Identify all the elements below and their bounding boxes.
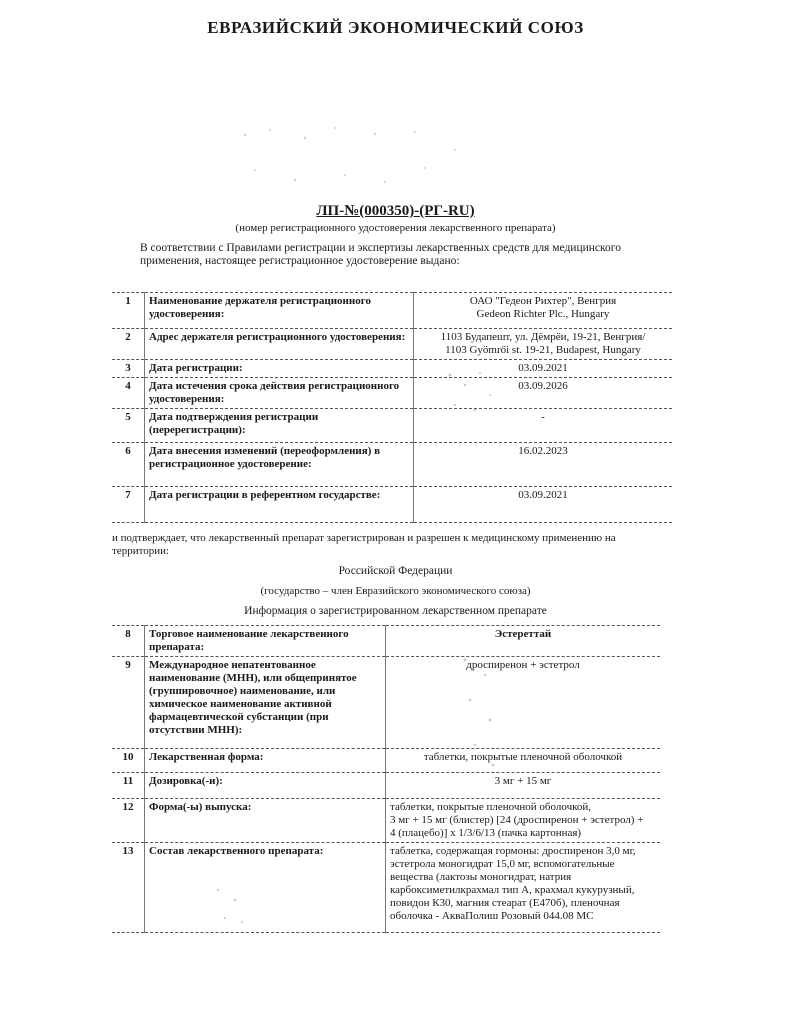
confirmation-paragraph: и подтверждает, что лекарственный препарат зарегистрирован и разрешен к медицинскому применению на территории: (112, 532, 616, 557)
row-value-line: 1103 Gyömrői st. 19-21, Budapest, Hungary (445, 344, 641, 356)
row-label: Торговое наименование лекарственного препарата: (145, 626, 386, 657)
intro-paragraph: В соответствии с Правилами регистрации и экспертизы лекарственных средств для медицинского применения, настоящее регистрационное удостоверение выдано: (140, 242, 621, 267)
registration-number: ЛП-№(000350)-(РГ-RU) (316, 203, 475, 219)
registration-table (112, 292, 672, 523)
row-value-line: вещества (лактозы моногидрат, натрия (390, 871, 572, 883)
row-value-line: таблетка, содержащая гормоны: дроспиренон 3,0 мг, (390, 845, 636, 857)
row-value-line: 03.09.2021 (518, 489, 568, 501)
stamp-smudge (210, 880, 250, 930)
row-number: 9 (112, 657, 145, 749)
row-label: Международное непатентованное наименование (МНН), или общепринятое (группировочное) наименование, или химическое наименование активной фармацевтической субстанции (при отсутствии МНН): (145, 657, 386, 749)
row-number: 4 (112, 378, 145, 409)
table-row (112, 657, 660, 749)
row-value (386, 749, 661, 773)
row-label: Адрес держателя регистрационного удостоверения: (145, 329, 414, 360)
row-number: 11 (112, 773, 145, 799)
row-value-line: Gedeon Richter Plc., Hungary (476, 308, 610, 320)
row-label: Форма(-ы) выпуска: (145, 799, 386, 843)
country-name: Российской Федерации (338, 565, 453, 577)
row-value-line: 16.02.2023 (518, 445, 568, 457)
row-value (414, 487, 673, 523)
row-label: Дата подтверждения регистрации (перерегистрации): (145, 409, 414, 443)
table-row (112, 360, 672, 378)
row-value-line: карбоксиметилкрахмал тип А, крахмал кукурузный, (390, 884, 635, 896)
table-row (112, 329, 672, 360)
product-info-heading: Информация о зарегистрированном лекарственном препарате (244, 605, 547, 617)
row-value-line: таблетки, покрытые пленочной оболочкой (423, 751, 623, 763)
row-number: 3 (112, 360, 145, 378)
row-number: 12 (112, 799, 145, 843)
table-row (112, 409, 672, 443)
row-number: 5 (112, 409, 145, 443)
table-row (112, 487, 672, 523)
table-row (112, 293, 672, 329)
row-value-line: ОАО "Гедеон Рихтер", Венгрия (469, 295, 617, 307)
row-value (386, 799, 661, 843)
row-number: 13 (112, 843, 145, 933)
row-label: Наименование держателя регистрационного удостоверения: (145, 293, 414, 329)
row-value-line: 4 (плацебо)] x 1/3/6/13 (пачка картонная) (390, 827, 582, 839)
table-row (112, 749, 660, 773)
row-value-line: повидон К30, магния стеарат (Е470б), пленочная (390, 897, 620, 909)
row-value-line: 03.09.2021 (518, 362, 568, 374)
row-value-line: оболочка - АкваПолиш Розовый 044.08 МС (390, 910, 594, 922)
registration-number-caption: (номер регистрационного удостоверения лекарственного препарата) (235, 222, 556, 234)
row-value-line: дроспиренон + эстетрол (466, 659, 580, 671)
stamp-smudge (455, 650, 505, 780)
faded-stamp-mark (225, 120, 475, 200)
country-caption: (государство – член Евразийского экономического союза) (260, 585, 531, 597)
row-value (414, 293, 673, 329)
union-title: ЕВРАЗИЙСКИЙ ЭКОНОМИЧЕСКИЙ СОЮЗ (207, 18, 584, 37)
row-value-line: 03.09.2026 (518, 380, 568, 392)
row-label: Дата регистрации: (145, 360, 414, 378)
row-value (386, 773, 661, 799)
row-value (414, 443, 673, 487)
row-value (386, 843, 661, 933)
row-label: Лекарственная форма: (145, 749, 386, 773)
row-value-line: 1103 Будапешт, ул. Дёмрёи, 19-21, Венгрия/ (440, 331, 646, 343)
table-row (112, 843, 660, 933)
row-value-line: Эстереттай (494, 628, 552, 640)
row-value-line: эстетрола моногидрат 15,0 мг, вспомогательные (390, 858, 615, 870)
table-row (112, 443, 672, 487)
row-label: Дата внесения изменений (переоформления) в регистрационное удостоверение: (145, 443, 414, 487)
row-value-line: таблетки, покрытые пленочной оболочкой, (390, 801, 592, 813)
table-row (112, 799, 660, 843)
row-value-line: - (541, 411, 545, 423)
product-table (112, 625, 660, 933)
row-value-line: 3 мг + 15 мг (494, 775, 552, 787)
row-value (386, 657, 661, 749)
row-number: 2 (112, 329, 145, 360)
table-row (112, 378, 672, 409)
row-number: 7 (112, 487, 145, 523)
row-number: 10 (112, 749, 145, 773)
row-number: 6 (112, 443, 145, 487)
row-number: 1 (112, 293, 145, 329)
table-row (112, 773, 660, 799)
row-value (414, 329, 673, 360)
row-value-line: 3 мг + 15 мг (блистер) [24 (дроспиренон + эстетрол) + (390, 814, 644, 826)
row-value (386, 626, 661, 657)
stamp-smudge (440, 365, 500, 425)
row-label: Дата истечения срока действия регистрационного удостоверения: (145, 378, 414, 409)
row-label: Дозировка(-и): (145, 773, 386, 799)
table-row (112, 626, 660, 657)
row-label: Дата регистрации в референтном государстве: (145, 487, 414, 523)
row-number: 8 (112, 626, 145, 657)
row-label: Состав лекарственного препарата: (145, 843, 386, 933)
